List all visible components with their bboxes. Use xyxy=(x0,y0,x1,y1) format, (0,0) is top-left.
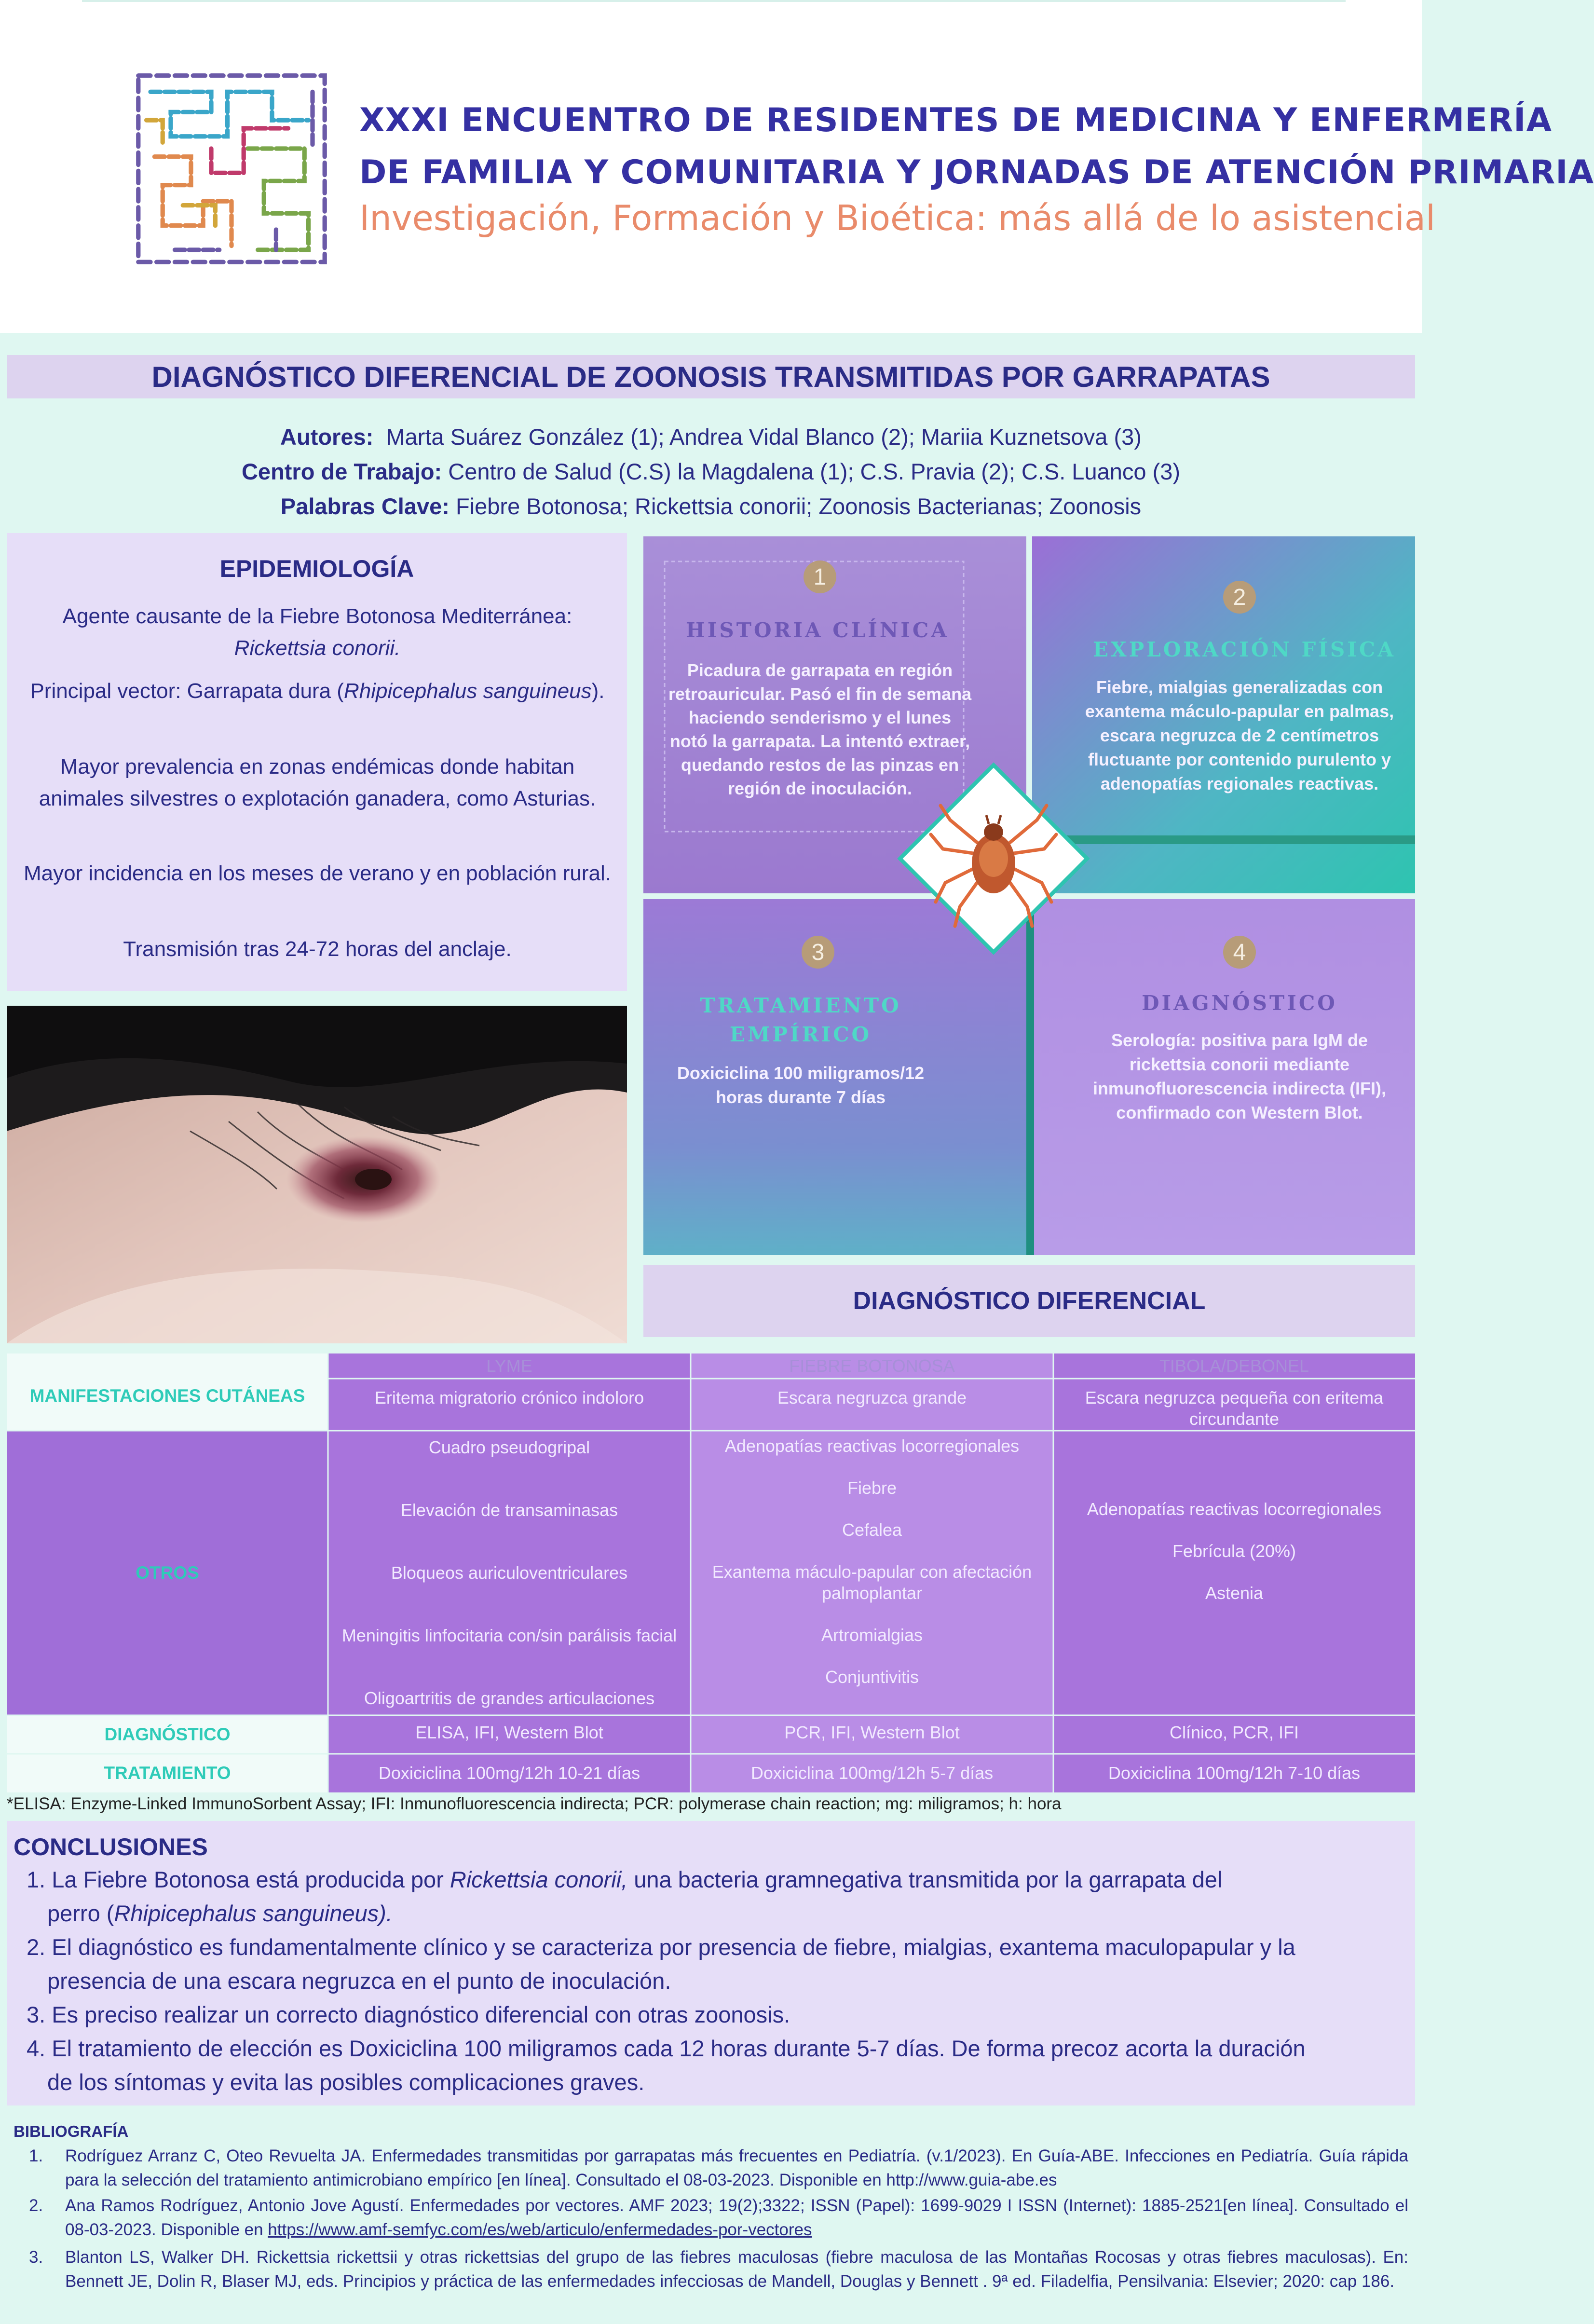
conclusion-4: 4. El tratamiento de elección es Doxiciclina 100 miligramos cada 12 horas durante 5-7 días. De forma precoz acorta la duración xyxy=(27,2036,1306,2061)
others-tibola-item: Febrícula (20%) xyxy=(1172,1541,1296,1561)
keywords: Fiebre Botonosa; Rickettsia conorii; Zoonosis Bacterianas; Zoonosis xyxy=(456,493,1142,519)
others-botonosa xyxy=(691,1431,1053,1691)
diagnosis-lyme: ELISA, IFI, Western Blot xyxy=(415,1722,603,1742)
card-title-diagnosis: DIAGNÓSTICO xyxy=(1142,991,1337,1015)
card-text-exploration: Fiebre, mialgias generalizadas con exantema máculo-papular en palmas, escara negruzca de 2 centímetros fluctuante por contenido purulento y adenopatías regionales reactivas. xyxy=(1085,677,1394,793)
conclusion-1-vector: Rhipicephalus sanguineus). xyxy=(114,1900,393,1926)
others-lyme-item: Bloqueos auriculoventriculares xyxy=(391,1563,628,1583)
epidemiology-agent-name: Rickettsia conorii. xyxy=(234,636,401,660)
poster-title-bar xyxy=(7,355,1415,398)
others-tibola-item: Astenia xyxy=(1205,1583,1264,1603)
epidemiology-vector-close: ). xyxy=(591,679,605,703)
row-label-others: OTROS xyxy=(136,1563,199,1583)
epidemiology-prevalence: Mayor prevalencia en zonas endémicas donde habitan animales silvestres o explotación ganadera, como Asturias. xyxy=(39,755,596,810)
bibliography-item-number: 1. xyxy=(29,2146,43,2165)
bibliography-item-3 xyxy=(29,2245,1408,2294)
conclusion-1-text: 1. La Fiebre Botonosa está producida por xyxy=(27,1867,450,1892)
bibliography-item-1 xyxy=(29,2144,1408,2192)
differential-title: DIAGNÓSTICO DIFERENCIAL xyxy=(853,1287,1206,1315)
epidemiology-vector-text: Principal vector: Garrapata dura ( xyxy=(30,679,344,703)
bibliography-item-number: 3. xyxy=(29,2248,43,2267)
treatment-lyme: Doxiciclina 100mg/12h 10-21 días xyxy=(378,1763,640,1783)
conclusions-title: CONCLUSIONES xyxy=(14,1833,208,1860)
diagnosis-botonosa: PCR, IFI, Western Blot xyxy=(784,1722,960,1742)
card-number-1: 1 xyxy=(804,560,836,593)
bibliography-item-text: Rodríguez Arranz C, Oteo Revuelta JA. Enfermedades transmitidas por garrapatas más frecuentes en Pediatría. (v.1/2023). En Guía-ABE. Infecciones en Pediatría. Guía rápida para la selección del tratamiento antimicrobiano empírico [en línea]. Consultado el 08-03-2023. Disponible en http://www.guia-abe.es xyxy=(65,2146,1408,2189)
row-label-treatment: TRATAMIENTO xyxy=(104,1763,231,1783)
epidemiology-incidence: Mayor incidencia en los meses de verano y en población rural. xyxy=(24,861,611,885)
epidemiology-vector-name: Rhipicephalus sanguineus xyxy=(343,679,592,703)
bibliography-title: BIBLIOGRAFÍA xyxy=(14,2122,129,2140)
conclusion-2-cont: presencia de una escara negruzca en el punto de inoculación. xyxy=(47,1968,671,1994)
cutaneous-tibola: Escara negruzca pequeña con eritema circundante xyxy=(1085,1388,1384,1429)
row-label-cutaneous: MANIFESTACIONES CUTÁNEAS xyxy=(29,1386,305,1406)
conclusion-1-text2: una bacteria gramnegativa transmitida por la garrapata del xyxy=(627,1867,1223,1892)
authors-line xyxy=(0,424,1422,450)
others-lyme-item: Cuadro pseudogripal xyxy=(428,1437,590,1457)
conference-title-line2: DE FAMILIA Y COMUNITARIA Y JORNADAS DE ATENCIÓN PRIMARIA xyxy=(359,153,1594,191)
others-tibola-item: Adenopatías reactivas locorregionales xyxy=(1087,1499,1382,1519)
treatment-botonosa: Doxiciclina 100mg/12h 5-7 días xyxy=(750,1763,994,1783)
card-title-treatment: TRATAMIENTO EMPÍRICO xyxy=(700,994,901,1046)
treatment-tibola: Doxiciclina 100mg/12h 7-10 días xyxy=(1108,1763,1361,1783)
tick-illustration-icon xyxy=(897,762,1090,955)
card-accent-bar xyxy=(1034,835,1415,844)
card-title-history: HISTORIA CLÍNICA xyxy=(686,618,949,642)
conclusion-4-cont: de los síntomas y evita las posibles complicaciones graves. xyxy=(47,2069,645,2095)
others-botonosa-item: Fiebre xyxy=(847,1478,897,1498)
bibliography-link[interactable]: https://www.amf-semfyc.com/es/web/articulo/enfermedades-por-vectores xyxy=(268,2220,812,2239)
clinical-photo-eschar xyxy=(7,1006,627,1343)
top-divider xyxy=(82,0,1346,2)
card-number-4: 4 xyxy=(1223,936,1256,969)
card-number-3: 3 xyxy=(802,936,834,969)
bibliography-item-number: 2. xyxy=(29,2196,43,2215)
card-text-history: Picadura de garrapata en región retroauricular. Pasó el fin de semana haciendo senderismo y el lunes notó la garrapata. La intentó extraer, quedando restos de las pinzas en región de inoculación. xyxy=(668,660,972,798)
conclusion-1-text3: perro ( xyxy=(47,1900,114,1926)
epidemiology-title: EPIDEMIOLOGÍA xyxy=(219,555,414,582)
conclusion-3: 3. Es preciso realizar un correcto diagnóstico diferencial con otras zoonosis. xyxy=(27,2002,790,2027)
conclusion-1 xyxy=(27,1863,1416,1897)
diagnosis-tibola: Clínico, PCR, IFI xyxy=(1169,1722,1299,1742)
cutaneous-lyme: Eritema migratorio crónico indoloro xyxy=(374,1388,644,1408)
others-tibola xyxy=(1053,1431,1415,1672)
card-text-treatment: Doxiciclina 100 miligramos/12 horas durante 7 días xyxy=(677,1063,925,1107)
cutaneous-botonosa: Escara negruzca grande xyxy=(777,1388,967,1408)
epidemiology-agent xyxy=(19,601,615,664)
authors: Marta Suárez González (1); Andrea Vidal Blanco (2); Mariia Kuznetsova (3) xyxy=(386,424,1142,450)
table-header-lyme: LYME xyxy=(486,1356,532,1376)
workplace-label: Centro de Trabajo: xyxy=(241,459,442,484)
others-botonosa-item: Adenopatías reactivas locorregionales xyxy=(724,1436,1020,1456)
keywords-line xyxy=(0,493,1422,519)
maze-logo-icon xyxy=(130,68,333,270)
epidemiology-transmission: Transmisión tras 24-72 horas del anclaje. xyxy=(123,937,512,961)
others-lyme xyxy=(328,1431,691,1715)
keywords-label: Palabras Clave: xyxy=(280,493,450,519)
authors-label: Autores: xyxy=(280,424,374,450)
others-lyme-item: Meningitis linfocitaria con/sin parálisis facial xyxy=(341,1626,677,1645)
others-lyme-item: Elevación de transaminasas xyxy=(400,1500,618,1520)
others-botonosa-item: Exantema máculo-papular con afectación palmoplantar xyxy=(712,1562,1032,1603)
conference-title-line1: XXXI ENCUENTRO DE RESIDENTES DE MEDICINA Y ENFERMERÍA xyxy=(359,101,1553,139)
card-title-exploration: EXPLORACIÓN FÍSICA xyxy=(1093,638,1396,661)
others-lyme-item: Oligoartritis de grandes articulaciones xyxy=(364,1688,655,1708)
card-text-diagnosis: Serología: positiva para IgM de rickettsia conorii mediante inmunofluorescencia indirecta (IFI), confirmado con Western Blot. xyxy=(1092,1030,1387,1122)
conclusion-1-cont xyxy=(47,1897,1436,1930)
workplace: Centro de Salud (C.S) la Magdalena (1); C.S. Pravia (2); C.S. Luanco (3) xyxy=(448,459,1181,484)
bibliography-item-text: Blanton LS, Walker DH. Rickettsia rickettsii y otras rickettsias del grupo de las fiebres maculosas (fiebre maculosa de las Montañas Rocosas y otras fiebres maculosas). En: Bennett JE, Dolin R, Blaser MJ, eds. Principios y práctica de las enfermedades infecciosas de Mandell, Douglas y Bennett . 9ª ed. Filadelfia, Pensilvania: Elsevier; 2020: cap 186. xyxy=(65,2248,1408,2291)
conclusion-1-agent: Rickettsia conorii, xyxy=(450,1867,628,1892)
others-botonosa-item: Cefalea xyxy=(842,1520,902,1540)
card-number-2: 2 xyxy=(1223,581,1256,614)
table-header-tibola: TIBOLA/DEBONEL xyxy=(1159,1356,1309,1376)
table-footnote: *ELISA: Enzyme-Linked ImmunoSorbent Assay; IFI: Inmunofluorescencia indirecta; PCR: polymerase chain reaction; mg: miligramos; h: hora xyxy=(7,1794,1062,1813)
table-header-botonosa: FIEBRE BOTONOSA xyxy=(789,1356,955,1376)
differential-title-bar xyxy=(643,1265,1415,1337)
row-label-diagnosis: DIAGNÓSTICO xyxy=(104,1724,231,1744)
bibliography-item-text: Ana Ramos Rodríguez, Antonio Jove Agustí. Enfermedades por vectores. AMF 2023; 19(2);3322; ISSN (Papel): 1699-9029 I ISSN (Internet): 1885-2521[en línea]. Consultado el 08-03-2023. Disponible en xyxy=(65,2196,1408,2239)
others-botonosa-item: Artromialgias xyxy=(821,1625,923,1645)
conference-subtitle: Investigación, Formación y Bioética: más allá de lo asistencial xyxy=(359,198,1436,238)
others-botonosa-item: Conjuntivitis xyxy=(825,1667,919,1687)
poster-title: DIAGNÓSTICO DIFERENCIAL DE ZOONOSIS TRANSMITIDAS POR GARRAPATAS xyxy=(151,360,1270,393)
epidemiology-agent-text: Agente causante de la Fiebre Botonosa Mediterránea: xyxy=(62,604,572,628)
conclusion-2: 2. El diagnóstico es fundamentalmente clínico y se caracteriza por presencia de fiebre, mialgias, exantema maculopapular y la xyxy=(27,1934,1295,1960)
bibliography-item-2 xyxy=(29,2194,1408,2242)
workplace-line xyxy=(0,458,1422,485)
epidemiology-vector xyxy=(19,675,615,707)
